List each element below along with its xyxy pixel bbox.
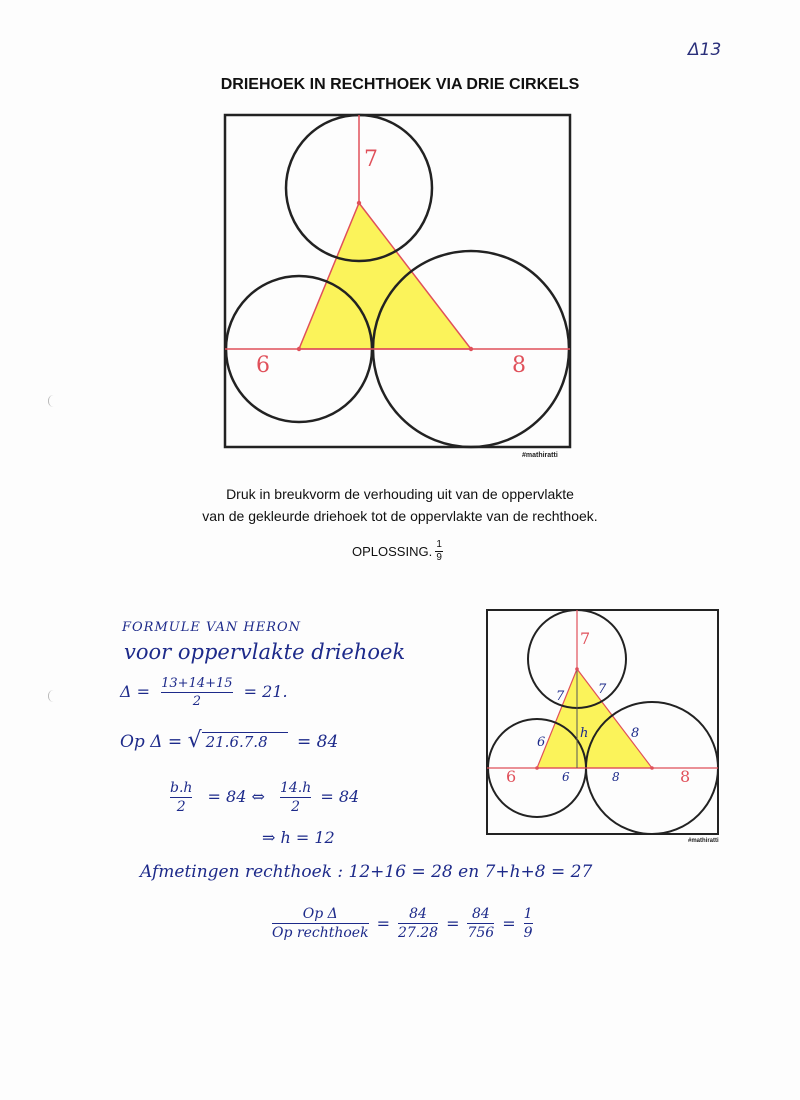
notes-heading-1: FORMULE VAN HERON <box>122 620 302 635</box>
ratio-eq-1: = <box>376 914 390 933</box>
small-label-6: 6 <box>506 767 517 786</box>
small-hashtag: #mathiratti <box>688 838 719 844</box>
ratio-den2: 27.28 <box>397 925 439 941</box>
small-center-right <box>650 766 654 770</box>
label-6: 6 <box>256 353 270 378</box>
question-line-1: Druk in breukvorm de verhouding uit van de oppervlakte <box>226 486 574 502</box>
eq2-num: 14.h <box>279 780 312 796</box>
s-num: 13+14+15 <box>161 676 233 691</box>
small-center-left <box>535 766 539 770</box>
ratio-den: Op rechthoek <box>272 925 369 941</box>
label-8: 8 <box>512 353 526 378</box>
page-number: Δ13 <box>688 40 722 60</box>
solution-denominator: 9 <box>436 552 442 563</box>
ratio-num: Op Δ <box>302 906 338 922</box>
small-center-top <box>575 667 579 671</box>
solution-numerator: 1 <box>436 539 442 550</box>
ratio-fraction-4 <box>524 906 533 941</box>
side-label-7-right: 7 <box>598 682 607 697</box>
side-label-6: 6 <box>537 735 546 750</box>
ratio-den3: 756 <box>467 925 495 941</box>
label-7: 7 <box>364 147 378 172</box>
hashtag: #mathiratti <box>522 452 558 459</box>
base-label-6: 6 <box>562 770 570 784</box>
small-label-8: 8 <box>680 767 691 786</box>
page-title: DRIEHOEK IN RECHTHOEK VIA DRIE CIRKELS <box>220 76 580 93</box>
height-result: ⇒ h = 12 <box>262 828 335 847</box>
ratio-fraction-3 <box>467 906 494 941</box>
area-root: 21.6.7.8 <box>202 732 288 751</box>
eq1-den: 2 <box>176 799 186 815</box>
notes-heading-2: voor oppervlakte driehoek <box>124 640 406 664</box>
solution-label: OPLOSSING. <box>352 544 433 559</box>
eq1-num: b.h <box>170 780 193 796</box>
side-label-7-left: 7 <box>556 689 565 704</box>
side-label-8: 8 <box>631 726 640 741</box>
ratio-den4: 9 <box>523 925 533 941</box>
ratio-num2: 84 <box>409 906 427 922</box>
s-lhs: Δ = <box>120 682 151 701</box>
ratio-fraction-1 <box>272 906 369 941</box>
area-lhs: Op Δ = <box>120 732 183 752</box>
s-den: 2 <box>192 694 201 709</box>
ratio-fraction-2 <box>398 906 438 941</box>
eq2-den: 2 <box>291 799 301 815</box>
question-line-2: van de gekleurde driehoek tot de oppervlakte van de rechthoek. <box>202 508 598 524</box>
sqrt-sign: √ <box>187 728 202 753</box>
base-label-8: 8 <box>612 770 620 784</box>
ratio-eq-3: = <box>502 914 516 933</box>
s-rhs: = 21. <box>243 682 288 701</box>
ratio-eq-2: = <box>446 914 460 933</box>
small-triangle <box>537 669 652 768</box>
eq1-mid: = 84 ⇔ <box>207 787 265 806</box>
ratio-num4: 1 <box>523 906 533 922</box>
ratio-line <box>272 906 533 941</box>
ratio-num3: 84 <box>471 906 490 922</box>
area-rhs: = 84 <box>297 732 339 752</box>
eq2-rhs: = 84 <box>320 787 360 806</box>
height-label: h <box>580 726 589 741</box>
rectangle-dimensions: Afmetingen rechthoek : 12+16 = 28 en 7+h+8 = 27 <box>140 862 593 882</box>
small-label-7: 7 <box>580 629 591 648</box>
